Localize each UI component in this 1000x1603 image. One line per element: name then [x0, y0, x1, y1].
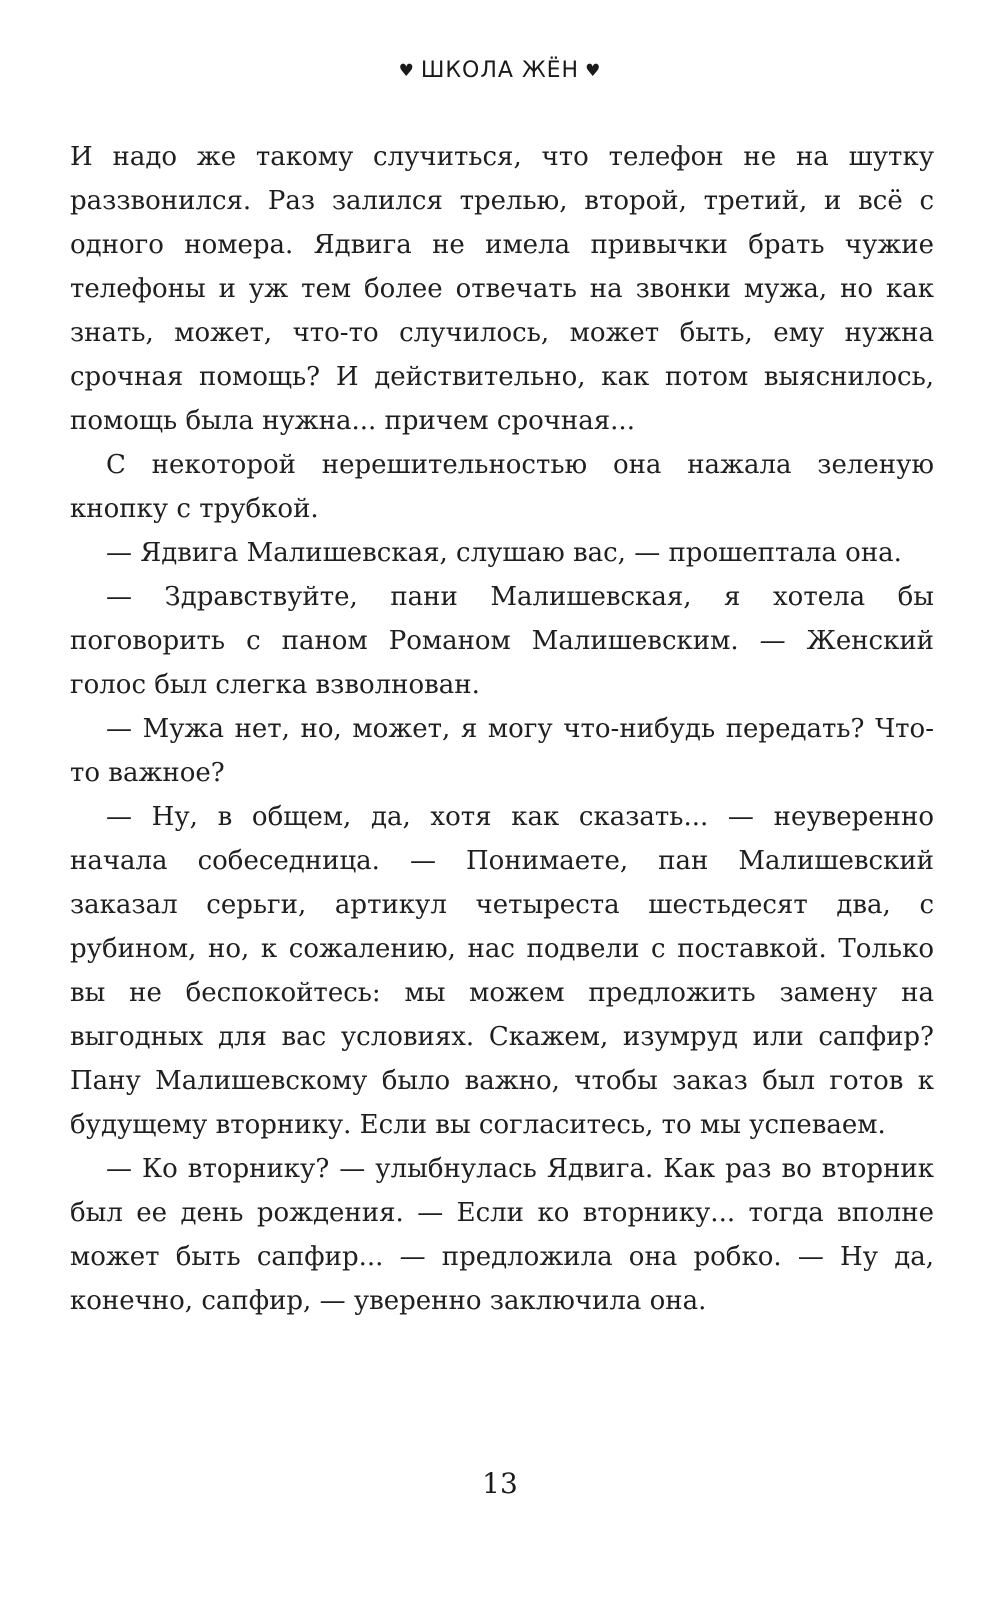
paragraph: С некоторой нерешительностью она нажала зеленую кнопку с трубкой. — [70, 450, 934, 524]
heart-icon: ♥ — [585, 61, 602, 81]
paragraph: — Здравствуйте, пани Малишевская, я хотела бы поговорить с паном Романом Малишевским. — Женский голос был слегка взволнован. — [70, 582, 934, 700]
paragraph: — Ну, в общем, да, хотя как сказать... — неуверенно начала собеседница. — Понимаете, пан Малишевский заказал серьги, артикул четыреста шестьдесят два, с рубином, но, к сожалению, нас подвели с поставкой. Только вы не беспокойтесь: мы можем предложить замену на выгодных для вас условиях. Скажем, изумруд или сапфир? Пану Малишевскому было важно, чтобы заказ был готов к будущему вторнику. Если вы согласитесь, то мы успеваем. — [70, 802, 934, 1140]
body-text — [70, 135, 934, 1323]
page-number: 13 — [482, 1467, 518, 1500]
running-head — [0, 58, 1000, 83]
paragraph: — Ко вторнику? — улыбнулась Ядвига. Как раз во вторник был ее день рождения. — Если ко вторнику... тогда вполне может быть сапфир... — предложила она робко. — Ну да, конечно, сапфир, — уверенно заключила она. — [70, 1154, 934, 1316]
paragraph: — Мужа нет, но, может, я могу что-нибудь передать? Что-то важное? — [70, 714, 934, 788]
book-title: ШКОЛА ЖЁН — [420, 58, 580, 83]
heart-icon: ♥ — [398, 61, 415, 81]
paragraph: И надо же такому случиться, что телефон не на шутку раззвонился. Раз залился трелью, второй, третий, и всё с одного номера. Ядвига не имела привычки брать чужие телефоны и уж тем более отвечать на звонки мужа, но как знать, может, что-то случилось, может быть, ему нужна срочная помощь? И действительно, как потом выяснилось, помощь была нужна... причем срочная... — [70, 142, 934, 436]
paragraph: — Ядвига Малишевская, слушаю вас, — прошептала она. — [106, 538, 902, 568]
